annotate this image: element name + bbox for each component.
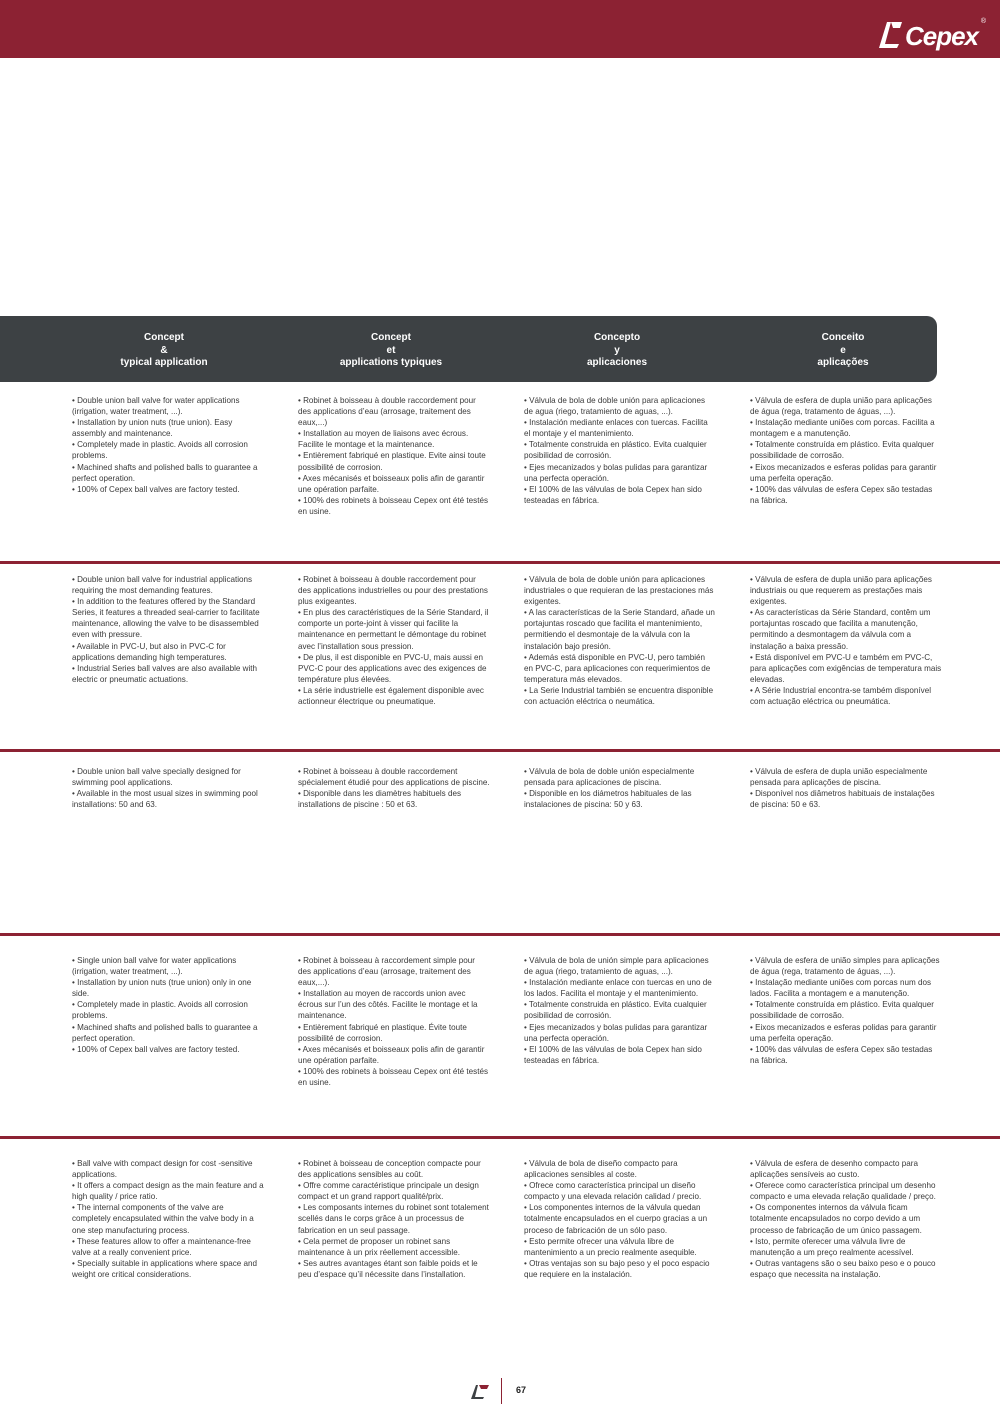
portuguese-text: • Válvula de esfera de dupla união para aplicações de água (rega, tratamento de águas, ...). • Instalação mediante uniões com porcas. Facilita a montagem e a manutenção. • Totalmente construída em plástico. Evita qualquer possibilidade de corrosão. • Eixos mecanizados e esferas polidas para garantir uma perfeita operação. • 100% das válvulas de esfera Cepex são testadas na fábrica. <box>750 396 937 505</box>
english-text: • Ball valve with compact design for cost -sensitive applications. • It offers a compact design as the main feature and a high quality / price ratio. • The internal components of the valve are completely encapsulated within the valve body in a one step manufacturing process. • These features allow to offer a maintenance-free valve at a really convenient price. • Specially suitable in applications where space and weight ore critical considerations. <box>72 1159 264 1279</box>
section-divider <box>0 561 1000 564</box>
brand-name: Cepex <box>904 21 978 51</box>
cepex-logo <box>877 18 986 51</box>
english-text: • Double union ball valve for water applications (irrigation, water treatment, ...). • Installation by union nuts (true union). Easy assembly and maintenance. • Completely made in plastic. Avoids all corrosion problems. • Machined shafts and polished balls to guarantee a perfect operation. • 100% of Cepex ball valves are factory tested. <box>72 396 258 494</box>
french-text: • Robinet à boisseau à double raccordement spécialement étudié pour des applications de piscine. • Disponible dans les diamètres habituels des installations de piscine : 50 et 63. <box>298 767 490 810</box>
top-banner <box>0 0 1000 58</box>
portuguese-text: • Válvula de esfera de união simples para aplicações de água (rega, tratamento de águas, ...). • Instalação mediante uniões com porcas num dos lados. Facilita a montagem e a manutenção. • Totalmente construída em plástico. Evita qualquer possibilidade de corrosão. • Eixos mecanizados e esferas polidas para garantir uma perfeita operação. • 100% das válvulas de esfera Cepex são testadas na fábrica. <box>750 956 940 1065</box>
footer-logo-icon <box>470 1382 490 1400</box>
english-text: • Double union ball valve specially designed for swimming pool applications. • Available in the most usual sizes in swimming pool installations: 50 and 63. <box>72 767 258 810</box>
spanish-text: • Válvula de bola de unión simple para aplicaciones de agua (riego, tratamiento de aguas, ...). • Instalación mediante enlace con tuercas en uno de los lados. Facilita el montaje y el mantenimiento. • Totalmente construida en plástico. Evita cualquier posibilidad de corrosión. • Ejes mecanizados y bolas pulidas para garantizar una perfecta operación. • El 100% de las válvulas de bola Cepex han sido testeadas en fábrica. <box>524 956 712 1065</box>
cepex-logo-icon <box>877 18 903 50</box>
portuguese-text: • Válvula de esfera de dupla união especialmente pensada para aplicações de piscina. • Disponível nos diâmetros habituais de instalações de piscina: 50 e 63. <box>750 767 935 810</box>
column-header-band <box>0 316 937 382</box>
portuguese-text: • Válvula de esfera de dupla união para aplicações industriais ou que requerem as prestações mais exigentes. • As características da Série Standard, contêm um portajuntas roscado que facilita a manutenção, permitindo a desmontagem da válvula com a instalação a baixa pressão. • Está disponível em PVC-U e também em PVC-C, para aplicações com exigências de temperatura mais elevadas. • A Série Industrial encontra-se também disponível com actuação eléctrica ou pneumática. <box>750 575 942 707</box>
spanish-text: • Válvula de bola de doble unión para aplicaciones industriales o que requieran de las prestaciones más exigentes. • A las características de la Serie Standard, añade un portajuntas roscado que facilita el mantenimiento, permitiendo el desmontaje de la válvula con la instalación bajo presión. • Además está disponible en PVC-U, pero también en PVC-C, para aplicaciones con requerimientos de temperatura más elevados. • La Serie Industrial también se encuentra disponible con actuación eléctrica o neumática. <box>524 575 715 707</box>
registered-mark: ® <box>980 18 986 25</box>
english-text: • Double union ball valve for industrial applications requiring the most demanding features. • In addition to the features offered by the Standard Series, it features a threaded seal-carrier to facilitate maintenance, allowing the valve to be disassembled even with pressure. • Available in PVC-U, but also in PVC-C for applications demanding high temperatures. • Industrial Series ball valves are also available with electric or pneumatic actuations. <box>72 575 260 684</box>
french-text: • Robinet à boisseau à double raccordement pour des applications industrielles ou pour des prestations plus exigeantes. • En plus des caractéristiques de la Série Standard, il comporte un porte-joint à visser qui facilite la maintenance en permettant le démontage du robinet avec l’installation sous pression. • De plus, il est disponible en PVC-U, mais aussi en PVC-C pour des applications avec des exigences de température plus élevées. • La série industrielle est également disponible avec actionneur électrique ou pneumatique. <box>298 575 489 707</box>
section-divider <box>0 933 1000 936</box>
page-number: 67 <box>516 1385 527 1395</box>
section-divider <box>0 1136 1000 1139</box>
header-spanish: Concepto y aplicaciones <box>586 332 648 368</box>
header-english: Concept & typical application <box>120 332 208 368</box>
header-french: Concept et applications typiques <box>339 332 443 368</box>
footer-divider <box>501 1378 502 1404</box>
french-text: • Robinet à boisseau de conception compacte pour des applications sensibles au coût. • Offre comme caractéristique principale un design compact et un grand rapport qualité/prix. • Les composants internes du robinet sont totalement scellés dans le corps grâce à un processus de fabrication en un seul passage. • Cela permet de proposer un robinet sans maintenance à un prix réellement accessible. • Ses autres avantages étant son faible poids et le peu d’espace qu’il nécessite dans l’installation. <box>298 1159 489 1279</box>
spanish-text: • Válvula de bola de diseño compacto para aplicaciones sensibles al coste. • Ofrece como característica principal un diseño compacto y una elevada relación calidad / precio. • Los componentes internos de la válvula quedan totalmente encapsulados en el cuerpo gracias a un proceso de fabricación de un sólo paso. • Esto permite ofrecer una válvula libre de mantenimiento a un precio realmente asequible. • Otras ventajas son su bajo peso y el poco espacio que requiere en la instalación. <box>524 1159 710 1279</box>
header-portuguese: Conceito e aplicações <box>817 332 869 368</box>
french-text: • Robinet à boisseau à raccordement simple pour des applications d’eau (arrosage, traitement des eaux,...). • Installation au moyen de raccords union avec écrous sur l’un des côtés. Facilite le montage et la maintenance. • Entièrement fabriqué en plastique. Évite toute possibilité de corrosion. • Axes mécanisés et boisseaux polis afin de garantir une opération parfaite. • 100% des robinets à boisseau Cepex ont été testés en usine. <box>298 956 489 1088</box>
spanish-text: • Válvula de bola de doble unión especialmente pensada para aplicaciones de piscina. • Disponible en los diámetros habituales de las instalaciones de piscina: 50 y 63. <box>524 767 695 810</box>
english-text: • Single union ball valve for water applications (irrigation, water treatment, ...). • Installation by union nuts (true union) only in one side. • Completely made in plastic. Avoids all corrosion problems. • Machined shafts and polished balls to guarantee a perfect operation. • 100% of Cepex ball valves are factory tested. <box>72 956 258 1054</box>
section-divider <box>0 749 1000 752</box>
french-text: • Robinet à boisseau à double raccordement pour des applications d’eau (arrosage, traitement des eaux,...) • Installation au moyen de liaisons avec écrous. Facilite le montage et la maintenance. • Entièrement fabriqué en plastique. Evite ainsi toute possibilité de corrosion. • Axes mécanisés et boisseaux polis afin de garantir une opération parfaite. • 100% des robinets à boisseau Cepex ont été testés en usine. <box>298 396 489 516</box>
portuguese-text: • Válvula de esfera de desenho compacto para aplicações sensíveis ao custo. • Oferece como característica principal um desenho compacto e uma elevada relação qualidade / preço. • Os componentes internos da válvula ficam totalmente encapsulados no corpo devido a um processo de fabricação de um único passagem. • Isto, permite oferecer uma válvula livre de manutenção a um preço realmente acessível. • Outras vantagens são o seu baixo peso e o pouco espaço que necessita na instalação. <box>750 1159 936 1279</box>
spanish-text: • Válvula de bola de doble unión para aplicaciones de agua (riego, tratamiento de aguas, ...). • Instalación mediante enlaces con tuercas. Facilita el montaje y el mantenimiento. • Totalmente construida en plástico. Evita cualquier posibilidad de corrosión. • Ejes mecanizados y bolas pulidas para garantizar una perfecta operación. • El 100% de las válvulas de bola Cepex han sido testeadas en fábrica. <box>524 396 708 505</box>
